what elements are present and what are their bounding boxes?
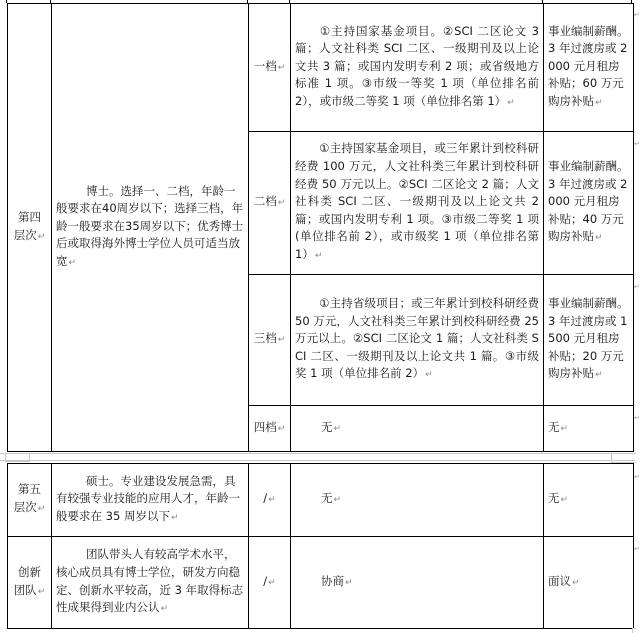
level-5-category-cell [8, 464, 52, 537]
paragraph-mark-icon: ↵ [37, 231, 46, 242]
row-end-mark-icon: ↵ [634, 283, 640, 291]
tier-label: 三档 [253, 331, 277, 346]
tier-conditions-cell [291, 406, 544, 452]
paragraph-mark-icon: ↵ [277, 198, 286, 209]
row-end-mark-icon: ↵ [634, 473, 640, 481]
tier-conditions-text: ①主持国家基金项目。②SCI 二区论文 3 篇；人文社科类 SCI 二区、一级期刊及以上论文共 3 篇；或国内发明专利 2 项；或省级地方标准 1 项。③市级一等奖 1 项（单位排名前 2），或市级二等奖 1 项（单位排名第 1） [295, 23, 539, 108]
tier-benefits-cell [544, 537, 634, 629]
tier-label-cell [249, 537, 291, 629]
paragraph-mark-icon: ↵ [333, 495, 342, 506]
tier-conditions-cell [291, 537, 544, 629]
level-5-requirement-cell [52, 464, 249, 537]
tier-conditions-cell [291, 132, 544, 275]
page-corner-mark-right [611, 453, 636, 463]
tier-conditions-cell [291, 464, 544, 537]
paragraph-mark-icon: ↵ [160, 604, 169, 615]
tier-benefits-text: 事业编制薪酬。 3 年过渡房或 2000 元月租房补贴；60 万元购房补贴 [548, 23, 629, 108]
tier-benefits-cell [544, 4, 634, 132]
row-end-mark-icon: ↵ [634, 545, 640, 553]
row-end-mark-icon: ↵ [634, 140, 640, 148]
tier-label-cell [249, 4, 291, 132]
category-label-line-2: 团队 [13, 582, 37, 597]
page-break-separator [0, 452, 635, 462]
tier-label: / [263, 491, 268, 506]
paragraph-mark-icon: ↵ [595, 97, 603, 108]
tier-conditions-text: 无 [321, 491, 333, 506]
category-label-line-1: 第四 [18, 209, 41, 224]
row-end-mark-icon: ↵ [634, 11, 640, 19]
level-4-category-cell [8, 4, 52, 452]
page-corner-mark [632, 628, 636, 633]
table-row-innovation-team [8, 537, 634, 629]
tier-label: 一档 [253, 58, 277, 73]
paragraph-mark-icon: ↵ [560, 495, 569, 506]
table-row-level-5 [8, 464, 634, 537]
tier-benefits-cell [544, 464, 634, 537]
tier-conditions-cell [291, 4, 544, 132]
paragraph-mark-icon: ↵ [572, 577, 580, 588]
paragraph-mark-icon: ↵ [425, 370, 433, 381]
paragraph-mark-icon: ↵ [68, 257, 77, 268]
talent-tier-table-level-4 [7, 3, 634, 452]
tier-conditions-text: ①主持国家基金项目，或三年累计到校科研经费 100 万元，人文社科类三年累计到校科研经费 50 万元以上。②SCI 二区论文 2 篇；人文社科类 SCI 二区、一级期刊及以上论文共 2 篇；或国内发明专利 1 项。③市级二等奖 1 项(单位排名前 2），或市级奖 1 项（单位排名第 1） [295, 141, 539, 261]
category-label-line-2: 层次 [13, 500, 37, 514]
tier-conditions-text: 无 [321, 419, 333, 434]
paragraph-mark-icon: ↵ [277, 423, 286, 434]
tier-benefits-cell [544, 275, 634, 406]
team-category-cell [8, 537, 52, 629]
paragraph-mark-icon: ↵ [560, 423, 569, 434]
table-row-tier-1 [8, 4, 634, 132]
tier-benefits-cell [544, 406, 634, 452]
paragraph-mark-icon: ↵ [277, 62, 286, 73]
tier-benefits-text: 无 [548, 419, 560, 434]
level-4-requirement-cell [52, 4, 249, 452]
tier-label-cell [249, 406, 291, 452]
requirement-text: 博士。选择一、二档，年龄一般要求在40周岁以下；选择三档，年龄一般要求在35周岁以下；优秀博士后或取得海外博士学位人员可适当放宽 [56, 183, 244, 268]
tier-label-cell [249, 464, 291, 537]
category-label-line-1: 创新 [18, 564, 41, 579]
tier-label: 二档 [253, 194, 277, 209]
tier-label: 四档 [253, 419, 277, 434]
paragraph-mark-icon: ↵ [37, 586, 46, 597]
tier-label-cell [249, 132, 291, 275]
paragraph-mark-icon: ↵ [333, 423, 342, 434]
tier-benefits-text: 无 [548, 491, 560, 506]
requirement-text: 硕士。专业建设发展急需，具有较强专业技能的应用人才，年龄一般要求在 35 周岁以下 [56, 473, 240, 523]
tier-label-cell [249, 275, 291, 406]
tier-benefits-text: 面议 [548, 573, 571, 588]
paragraph-mark-icon: ↵ [345, 577, 353, 588]
tier-benefits-cell [544, 132, 634, 275]
talent-tier-table-level-5-and-team [7, 463, 634, 629]
team-requirement-cell [52, 537, 249, 629]
tier-benefits-text: 事业编制薪酬。 3 年过渡房或 2000 元月租房补贴；40 万元购房补贴 [548, 159, 629, 244]
category-label-line-2: 层次 [13, 227, 37, 242]
category-label-line-1: 第五 [18, 482, 41, 497]
tier-label: / [263, 573, 268, 588]
tier-benefits-text: 事业编制薪酬。 3 年过渡房或 1500 元月租房补贴；20 万元购房补贴 [548, 296, 629, 381]
paragraph-mark-icon: ↵ [170, 512, 179, 523]
paragraph-mark-icon: ↵ [37, 504, 46, 514]
paragraph-mark-icon: ↵ [268, 495, 276, 506]
paragraph-mark-icon: ↵ [507, 97, 515, 108]
paragraph-mark-icon: ↵ [268, 577, 276, 588]
page-corner-mark-left [5, 453, 30, 462]
paragraph-mark-icon: ↵ [595, 370, 603, 381]
paragraph-mark-icon: ↵ [314, 250, 323, 261]
requirement-text: 团队带头人有较高学术水平，核心成员具有博士学位，研发方向稳定、创新水平较高，近 3 年取得标志性成果得到业内公认 [56, 547, 244, 615]
paragraph-mark-icon: ↵ [595, 233, 603, 244]
row-end-mark-icon: ↵ [634, 414, 640, 422]
tier-conditions-text: 协商 [321, 573, 344, 588]
paragraph-mark-icon: ↵ [277, 335, 286, 346]
tier-conditions-text: ①主持省级项目；或三年累计到校科研经费 50 万元，人文社科类三年累计到校科研经费 25 万元以上。②SCI 二区论文 1 篇；人文社科类 SCI 二区、一级期刊及以上论文共 1 篇。③市级奖 1 项（单位排名前 2） [295, 296, 539, 381]
tier-conditions-cell [291, 275, 544, 406]
